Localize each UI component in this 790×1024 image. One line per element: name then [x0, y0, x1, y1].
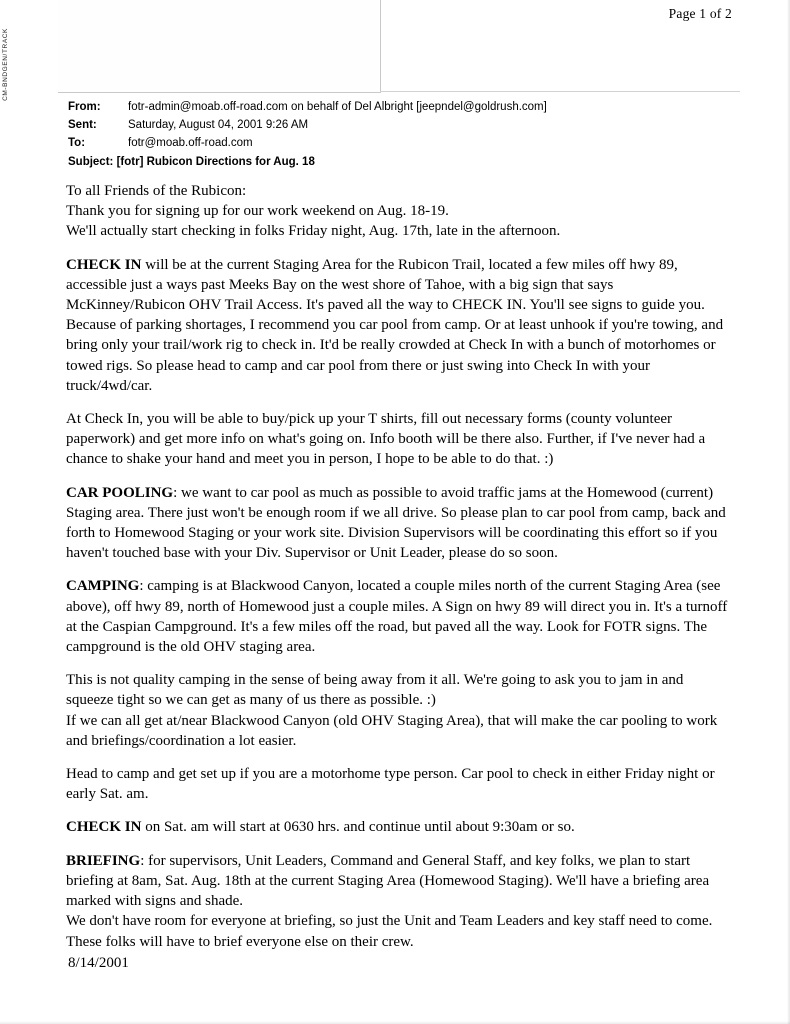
email-header — [68, 101, 728, 168]
spacer — [66, 804, 730, 817]
header-row-from — [68, 101, 728, 113]
sent-value: Saturday, August 04, 2001 9:26 AM — [128, 119, 309, 131]
body-quality-paragraph: This is not quality camping in the sense of being away from it all. We're going to ask you to jam in and squeeze tight so we can get as many of us there as possible. :) — [66, 672, 684, 709]
camping-body: : camping is at Blackwood Canyon, located a couple miles north of the current Staging Area (see above), off hwy 89, north of Homewood just a couple miles. A Sign on hwy 89 will direct you in. It's a turnoff at the Caspian Campground. It's a few miles off the road, but paved all the way. Look for FOTR signs. The campground is the old OHV staging area. — [66, 578, 728, 656]
body-blackwood-paragraph: If we can all get at/near Blackwood Canyon (old OHV Staging Area), that will make the car pooling to work and briefings/coordination a lot easier. — [66, 712, 718, 749]
to-value: fotr@moab.off-road.com — [128, 137, 253, 149]
body-camping-paragraph — [66, 576, 730, 657]
page-indicator: Page 1 of 2 — [668, 6, 732, 21]
subject-label: Subject: — [68, 156, 114, 168]
checkin-saturday-heading: CHECK IN — [66, 819, 142, 836]
briefing-heading: BRIEFING — [66, 852, 141, 869]
footer-date: 8/14/2001 — [68, 955, 129, 971]
carpooling-heading: CAR POOLING — [66, 484, 174, 501]
checkin-body: will be at the current Staging Area for the Rubicon Trail, located a few miles off hwy 89, accessible just a ways past Meeks Bay on the west shore of Tahoe, with a big sign that says McKinney/Rubicon OHV Trail Access. It's paved all the way to CHECK IN. You'll see signs to guide you. — [66, 256, 705, 314]
spacer — [66, 396, 730, 409]
camping-heading: CAMPING — [66, 578, 140, 595]
header-row-sent — [68, 119, 728, 131]
body-tshirt-paragraph: At Check In, you will be able to buy/pick up your T shirts, fill out necessary forms (county volunteer paperwork) and get more info on what's going on. Info booth will be there also. Further, if I've never had a chance to shake your hand and meet you in person, I hope to be able to do that. :) — [66, 411, 706, 468]
header-row-to — [68, 137, 728, 149]
body-greeting: To all Friends of the Rubicon: — [66, 183, 247, 199]
sent-label: Sent: — [68, 119, 97, 131]
body-parking-paragraph: Because of parking shortages, I recommend you car pool from camp. Or at least unhook if you're towing, and bring only your trail/work rig to check in. It'd be really crowded at Check In with a bunch of motorhomes or towed rigs. So please head to camp and car pool from there or just swing into Check In with your truck/4wd/car. — [66, 317, 724, 394]
carpooling-body: : we want to car pool as much as possible to avoid traffic jams at the Homewood (current) Staging area. There just won't be enough room if we all drive. So please plan to car pool from camp, back and forth to Homewood Staging or your work site. Division Supervisors will be coordinating this effort so if you haven't touched base with your Div. Supervisor or Unit Leader, please do so soon. — [66, 484, 726, 562]
scan-overlay-line — [380, 91, 740, 92]
body-briefing-paragraph — [66, 851, 730, 912]
checkin-saturday-body: on Sat. am will start at 0630 hrs. and continue until about 9:30am or so. — [141, 819, 575, 836]
scan-overlay-sheet — [58, 0, 381, 93]
to-label: To: — [68, 137, 86, 149]
spacer — [66, 242, 730, 255]
body-friday-checkin-line: We'll actually start checking in folks Friday night, Aug. 17th, late in the afternoon. — [66, 223, 561, 240]
body-carpooling-paragraph — [66, 483, 730, 564]
spacer — [66, 470, 730, 483]
subject-value: [fotr] Rubicon Directions for Aug. 18 — [116, 156, 315, 168]
spacer — [66, 563, 730, 576]
body-checkin-saturday-paragraph — [66, 817, 730, 837]
side-stamp: CM-BNDGEN/TRACK — [2, 28, 9, 101]
body-briefing-room-paragraph: We don't have room for everyone at briefing, so just the Unit and Team Leaders and key staff need to come. These folks will have to brief everyone else on their crew. — [66, 913, 713, 950]
from-value: fotr-admin@moab.off-road.com on behalf of Del Albright [jeepndel@goldrush.com] — [128, 101, 547, 113]
body-thanks-line: Thank you for signing up for our work weekend on Aug. 18-19. — [66, 203, 449, 220]
body-motorhome-paragraph: Head to camp and get set up if you are a motorhome type person. Car pool to check in either Friday night or early Sat. am. — [66, 766, 715, 803]
spacer — [66, 657, 730, 670]
spacer — [66, 751, 730, 764]
header-row-subject — [68, 156, 728, 168]
body-checkin-paragraph — [66, 255, 730, 316]
email-body — [66, 181, 730, 952]
spacer — [66, 838, 730, 851]
checkin-heading: CHECK IN — [66, 256, 142, 273]
briefing-body: : for supervisors, Unit Leaders, Command and General Staff, and key folks, we plan to start briefing at 8am, Sat. Aug. 18th at the current Staging Area (Homewood Staging). We'll have a briefing area marked with signs and shade. — [66, 852, 710, 910]
from-label: From: — [68, 101, 101, 113]
